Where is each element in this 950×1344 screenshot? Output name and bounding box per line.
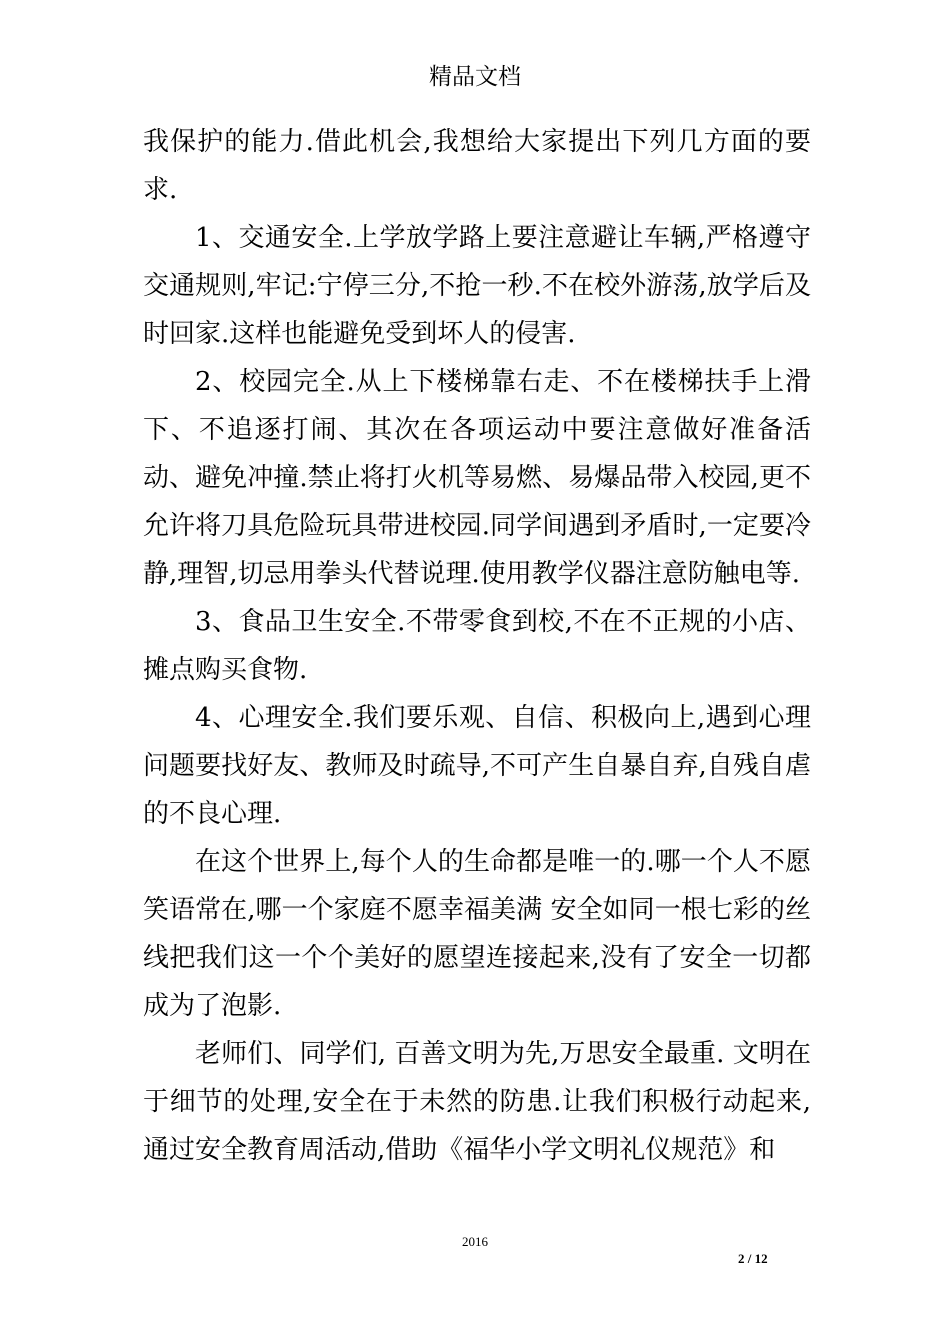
document-body: [143, 118, 811, 1174]
paragraph-traffic-safety: 1、交通安全.上学放学路上要注意避让车辆,严格遵守交通规则,牢记:宁停三分,不抢一秒.不在校外游荡,放学后及时回家.这样也能避免受到坏人的侵害.: [143, 223, 811, 349]
footer-year: 2016: [462, 1234, 488, 1249]
paragraph-campus-safety: 2、校园完全.从上下楼梯靠右走、不在楼梯扶手上滑下、不追逐打闹、其次在各项运动中要注意做好准备活动、避免冲撞.禁止将打火机等易燃、易爆品带入校园,更不允许将刀具危险玩具带进校园.同学间遇到矛盾时,一定要冷静,理智,切忌用拳头代替说理.使用教学仪器注意防触电等.: [143, 367, 811, 589]
paragraph-continuation: 我保护的能力.借此机会,我想给大家提出下列几方面的要求.: [143, 127, 811, 205]
paragraph-life-unique: 在这个世界上,每个人的生命都是唯一的.哪一个人不愿笑语常在,哪一个家庭不愿幸福美满 安全如同一根七彩的丝线把我们这一个个美好的愿望连接起来,没有了安全一切都成为了泡影.: [143, 847, 811, 1021]
page-number: 2 / 12: [738, 1251, 768, 1266]
paragraph-mental-safety: 4、心理安全.我们要乐观、自信、积极向上,遇到心理问题要找好友、教师及时疏导,不可产生自暴自弃,自残自虐的不良心理.: [143, 703, 811, 829]
document-header-title: 精品文档: [429, 64, 521, 90]
paragraph-food-safety: 3、食品卫生安全.不带零食到校,不在不正规的小店、摊点购买食物.: [143, 607, 811, 685]
paragraph-closing-call: 老师们、同学们, 百善文明为先,万思安全最重. 文明在于细节的处理,安全在于未然的防患.让我们积极行动起来,通过安全教育周活动,借助《福华小学文明礼仪规范》和: [143, 1039, 811, 1165]
